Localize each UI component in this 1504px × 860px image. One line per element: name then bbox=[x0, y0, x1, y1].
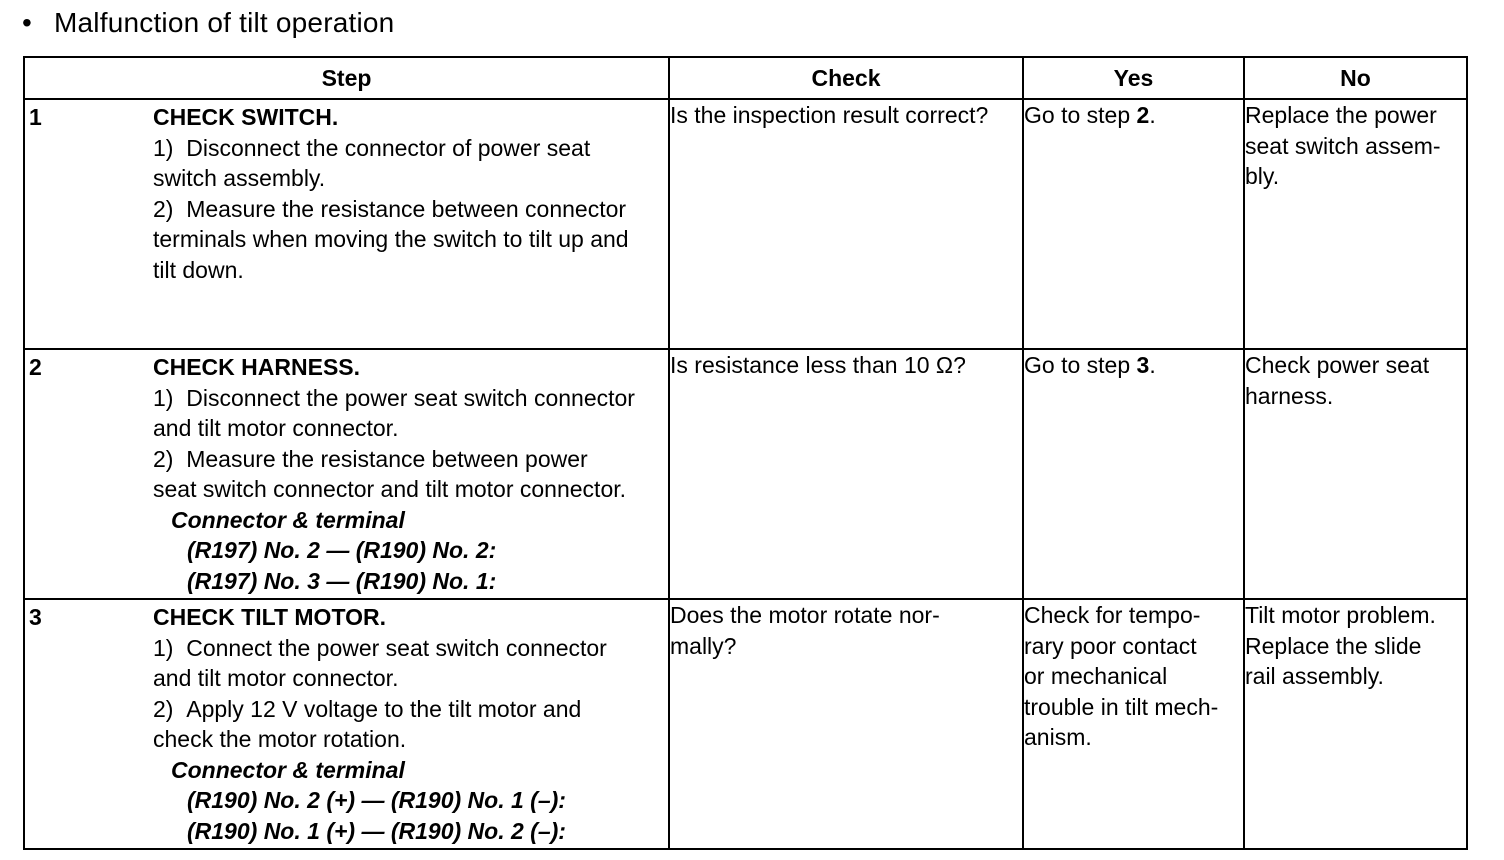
step-cell bbox=[24, 349, 669, 599]
step-title: CHECK SWITCH. bbox=[153, 104, 339, 130]
yes-cell bbox=[1023, 599, 1244, 849]
table-header-row bbox=[24, 57, 1467, 99]
connector-terminal-label: Connector & terminal bbox=[171, 756, 405, 783]
no-line: Check power seat bbox=[1245, 352, 1430, 378]
yes-line: Check for tempo- bbox=[1024, 602, 1201, 628]
yes-cell bbox=[1023, 349, 1244, 599]
section-heading bbox=[22, 4, 394, 42]
step-line: switch assembly. bbox=[153, 165, 326, 191]
step-line: seat switch connector and tilt motor connector. bbox=[153, 476, 627, 502]
step-cell bbox=[24, 99, 669, 349]
step-title: CHECK TILT MOTOR. bbox=[153, 604, 386, 630]
no-cell bbox=[1244, 349, 1467, 599]
no-line: harness. bbox=[1245, 382, 1334, 409]
check-text: Is the inspection result correct? bbox=[670, 102, 989, 128]
header-check: Check bbox=[669, 57, 1023, 99]
step-line: 2) Measure the resistance between power bbox=[153, 445, 588, 472]
check-line: mally? bbox=[670, 632, 737, 659]
no-line: Replace the slide bbox=[1245, 632, 1422, 659]
check-text: Is resistance less than 10 Ω? bbox=[670, 352, 966, 378]
yes-suffix: . bbox=[1149, 352, 1156, 378]
check-cell bbox=[669, 99, 1023, 349]
connector-terminal-label: Connector & terminal bbox=[171, 506, 405, 533]
step-line: and tilt motor connector. bbox=[153, 665, 399, 691]
yes-step-ref: 3 bbox=[1136, 352, 1150, 378]
step-line: and tilt motor connector. bbox=[153, 415, 399, 441]
no-line: rail assembly. bbox=[1245, 663, 1384, 689]
step-line: check the motor rotation. bbox=[153, 726, 407, 752]
check-line: Does the motor rotate nor- bbox=[670, 602, 940, 628]
check-cell bbox=[669, 349, 1023, 599]
step-line: 1) Disconnect the power seat switch connector bbox=[153, 384, 635, 411]
step-number: 3 bbox=[29, 604, 42, 630]
step-cell bbox=[24, 599, 669, 849]
step-line: 1) Disconnect the connector of power seat bbox=[153, 134, 591, 161]
check-cell bbox=[669, 599, 1023, 849]
step-number: 2 bbox=[29, 354, 42, 380]
connector-terminal-line: (R197) No. 2 — (R190) No. 2: bbox=[187, 537, 497, 563]
yes-step-ref: 2 bbox=[1136, 102, 1150, 128]
no-line: bly. bbox=[1245, 163, 1280, 189]
bullet-icon: • bbox=[22, 7, 33, 38]
yes-text: Go to step bbox=[1024, 102, 1137, 128]
header-no: No bbox=[1244, 57, 1467, 99]
heading-text: Malfunction of tilt operation bbox=[54, 7, 395, 38]
step-line: tilt down. bbox=[153, 256, 244, 283]
connector-terminal-line: (R190) No. 1 (+) — (R190) No. 2 (–): bbox=[187, 817, 566, 844]
header-step: Step bbox=[24, 57, 669, 99]
yes-cell bbox=[1023, 99, 1244, 349]
yes-line: rary poor contact bbox=[1024, 632, 1197, 659]
no-cell bbox=[1244, 599, 1467, 849]
yes-suffix: . bbox=[1149, 102, 1156, 128]
troubleshooting-table bbox=[23, 56, 1468, 850]
no-line: Replace the power bbox=[1245, 102, 1437, 128]
step-title: CHECK HARNESS. bbox=[153, 354, 361, 380]
table-row bbox=[24, 99, 1467, 349]
no-cell bbox=[1244, 99, 1467, 349]
step-number: 1 bbox=[29, 104, 42, 130]
step-line: 2) Measure the resistance between connector bbox=[153, 195, 627, 222]
no-line: seat switch assem- bbox=[1245, 132, 1441, 159]
table-row bbox=[24, 349, 1467, 599]
no-line: Tilt motor problem. bbox=[1245, 602, 1436, 628]
yes-line: trouble in tilt mech- bbox=[1024, 693, 1219, 720]
header-yes: Yes bbox=[1023, 57, 1244, 99]
yes-text: Go to step bbox=[1024, 352, 1137, 378]
table-row bbox=[24, 599, 1467, 849]
yes-line: or mechanical bbox=[1024, 663, 1168, 689]
connector-terminal-line: (R197) No. 3 — (R190) No. 1: bbox=[187, 567, 497, 594]
step-line: 2) Apply 12 V voltage to the tilt motor and bbox=[153, 695, 582, 722]
connector-terminal-line: (R190) No. 2 (+) — (R190) No. 1 (–): bbox=[187, 787, 566, 813]
step-line: terminals when moving the switch to tilt up and bbox=[153, 226, 629, 252]
yes-line: anism. bbox=[1024, 724, 1092, 750]
step-line: 1) Connect the power seat switch connector bbox=[153, 634, 607, 661]
